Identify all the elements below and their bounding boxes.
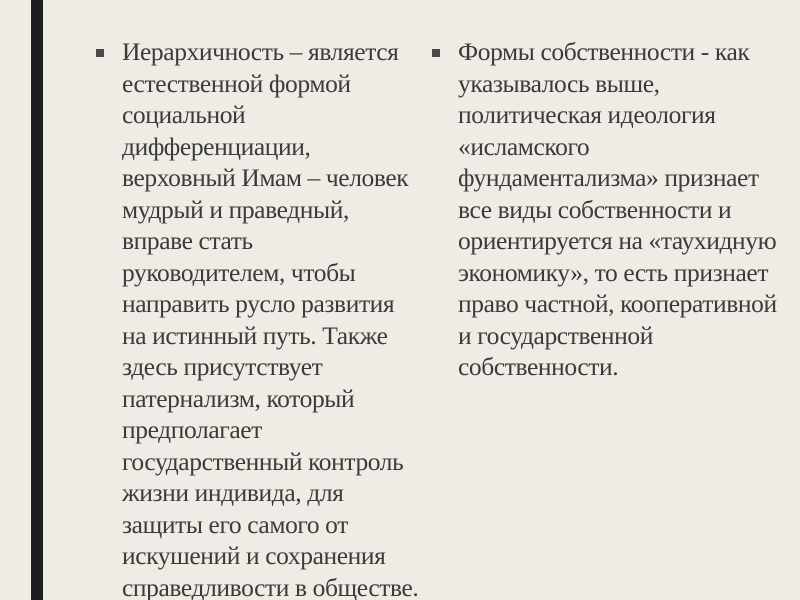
- left-column: [96, 36, 421, 600]
- square-bullet-icon: [96, 49, 104, 57]
- accent-bar: [31, 0, 43, 600]
- bullet-text-property: Формы собственности - как указывалось выше, политическая идеология «исламского фундаментализма» признает все виды собственности и ориентируется на «таухидную экономику», то есть признает право частной, кооперативной и государственной собственности.: [458, 37, 777, 381]
- right-column: [432, 36, 777, 383]
- bullet-text-hierarchy: Иерархичность – является естественной формой социальной дифференциации, верховный Имам – человек мудрый и праведный, вправе стать руководителем, чтобы направить русло развития на истинный путь. Также здесь присутствует патернализм, который предполагает государственный контроль жизни индивида, для защиты его самого от искушений и сохранения справедливости в обществе.: [122, 37, 419, 600]
- square-bullet-icon: [432, 49, 440, 57]
- bullet-item-property: [432, 36, 777, 383]
- bullet-item-hierarchy: [96, 36, 421, 600]
